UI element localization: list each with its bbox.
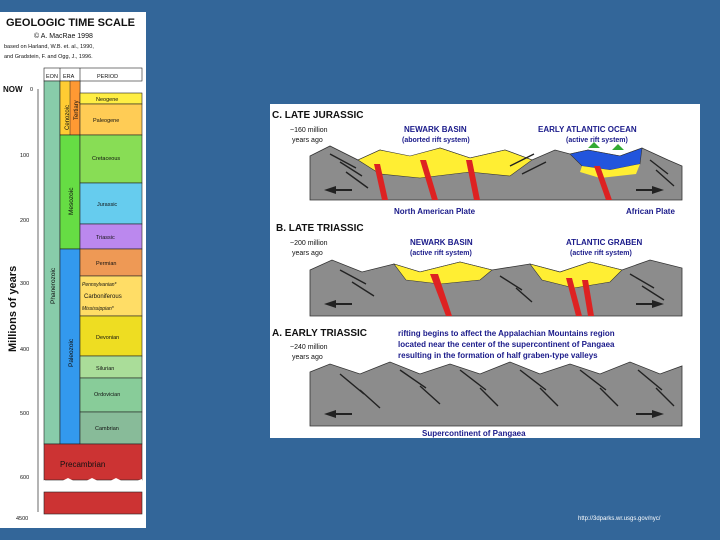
panel-a-description-1: rifting begins to affect the Appalachian Mountains region — [398, 329, 615, 338]
period-silurian-label: Silurian — [96, 366, 115, 372]
column-header-eon: EON — [46, 74, 58, 80]
time-scale-figure — [0, 12, 146, 528]
period-triassic-label: Triassic — [96, 235, 115, 241]
source-url: http://3dparks.wr.usgs.gov/nyc/ — [578, 516, 661, 522]
precambrian-bar-lower — [44, 492, 142, 514]
period-neogene-label: Neogene — [96, 97, 119, 103]
tick-0: 0 — [30, 87, 34, 93]
column-header-row — [44, 68, 142, 81]
tick-600: 600 — [20, 475, 30, 481]
panel-c-plate-african: African Plate — [626, 207, 675, 216]
period-pennsylvanian-label: Pennsylvanian* — [82, 282, 117, 288]
scale-copyright: © A. MacRae 1998 — [34, 33, 93, 40]
panel-c-cross-section — [310, 142, 682, 200]
panel-a-description-2: located near the center of the supercontinent of Pangaea — [398, 340, 615, 349]
panel-a-age-2: years ago — [292, 354, 323, 361]
tertiary-label: Tertiary — [74, 100, 80, 120]
period-devonian-label: Devonian — [96, 335, 120, 341]
panel-b-cross-section — [310, 260, 682, 316]
period-jurassic-label: Jurassic — [97, 202, 118, 208]
column-header-era: ERA — [63, 74, 75, 80]
time-break-mark — [44, 478, 142, 494]
panel-b-title: B. LATE TRIASSIC — [276, 223, 364, 234]
scale-credit-1: based on Harland, W.B. et. al., 1990, — [4, 44, 94, 50]
panel-c-age-2: years ago — [292, 137, 323, 144]
panel-c-atlantic-sublabel: (active rift system) — [566, 137, 628, 144]
rifting-diagram — [270, 104, 700, 438]
period-cambrian-label: Cambrian — [95, 426, 119, 432]
panel-b-newark-sublabel: (active rift system) — [410, 250, 472, 257]
panel-a-title: A. EARLY TRIASSIC — [272, 328, 368, 339]
rifting-diagram-panel — [270, 104, 700, 438]
panel-c-plate-north-american: North American Plate — [394, 207, 476, 216]
panel-c-newark-label: NEWARK BASIN — [404, 125, 467, 134]
period-carboniferous-label: Carboniferous — [84, 294, 122, 300]
panel-c-title: C. LATE JURASSIC — [272, 110, 364, 121]
panel-b-newark-label: NEWARK BASIN — [410, 238, 473, 247]
era-cenozoic-label: Cenozoic — [65, 104, 71, 130]
period-permian-label: Permian — [96, 261, 117, 267]
column-header-period: PERIOD — [97, 74, 119, 80]
geologic-time-scale-panel — [0, 12, 146, 528]
scale-credit-2: and Gradstein, F. and Ogg, J., 1996. — [4, 54, 93, 60]
period-cretaceous-label: Cretaceous — [92, 156, 121, 162]
tick-4500: 4500 — [16, 516, 29, 522]
panel-a-cross-section — [310, 362, 682, 426]
scale-title: GEOLOGIC TIME SCALE — [6, 17, 135, 29]
panel-a-age-1: ~240 million — [290, 344, 328, 351]
era-paleozoic-label: Paleozoic — [68, 338, 75, 367]
tick-300: 300 — [20, 281, 30, 287]
panel-a-pangaea-label: Supercontinent of Pangaea — [422, 429, 526, 438]
period-paleogene-label: Paleogene — [93, 118, 120, 124]
eon-phanerozoic-label: Phanerozoic — [50, 267, 57, 304]
panel-c-atlantic-label: EARLY ATLANTIC OCEAN — [538, 125, 637, 134]
panel-b-graben-label: ATLANTIC GRABEN — [566, 238, 643, 247]
panel-b-age-2: years ago — [292, 250, 323, 257]
panel-c-age-1: ~160 million — [290, 127, 328, 134]
tick-500: 500 — [20, 411, 30, 417]
now-label: NOW — [3, 85, 23, 94]
eon-phanerozoic-bar — [44, 81, 60, 444]
panel-c-newark-sublabel: (aborted rift system) — [402, 137, 470, 144]
tick-200: 200 — [20, 218, 30, 224]
y-axis-label: Millions of years — [7, 265, 19, 352]
era-mesozoic-label: Mesozoic — [68, 187, 75, 215]
panel-b-graben-sublabel: (active rift system) — [570, 250, 632, 257]
tick-400: 400 — [20, 347, 30, 353]
period-ordovician-label: Ordovician — [94, 392, 121, 398]
period-mississippian-label: Mississippian* — [82, 306, 114, 312]
panel-a-description-3: resulting in the formation of half graben-type valleys — [398, 351, 598, 360]
tick-100: 100 — [20, 153, 30, 159]
precambrian-label: Precambrian — [60, 460, 106, 469]
panel-b-age-1: ~200 million — [290, 240, 328, 247]
